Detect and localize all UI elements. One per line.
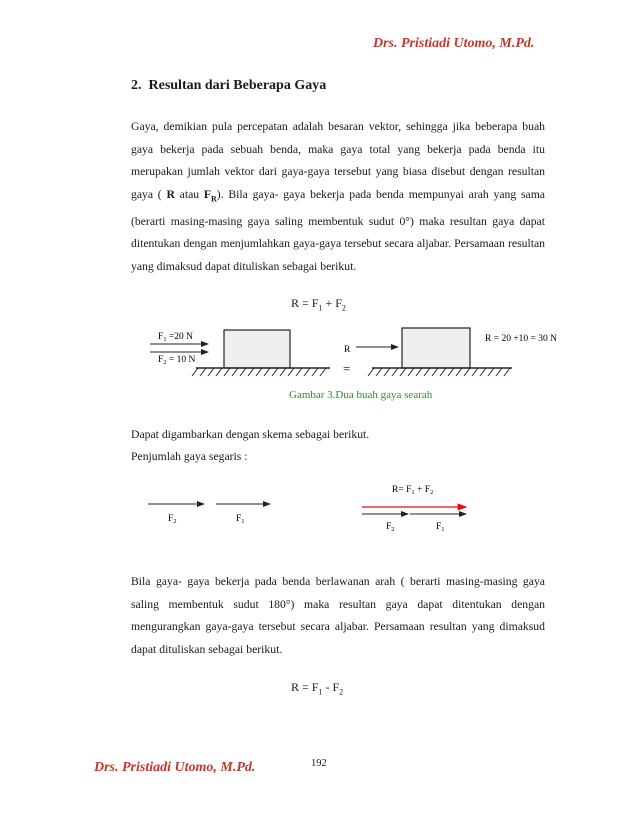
para2-line2: Penjumlah gaya segaris :	[131, 450, 248, 463]
paragraph-intro	[131, 116, 545, 278]
para1-text-a: Gaya, demikian pula percepatan adalah besaran vektor, sehingga jika beberapa buah gaya bekerja pada sebuah benda, maka gaya total yang bekerja pada benda itu merupakan jumlah vektor dari gaya-gaya tersebut yang biasa disebut dengan resultan gaya (	[131, 120, 545, 201]
paragraph-scheme	[131, 424, 369, 468]
right-block	[402, 328, 470, 368]
label-vector-f2b: $F_2$	[386, 522, 395, 533]
footer-author: Drs. Pristiadi Utomo, M.Pd.	[94, 760, 256, 775]
para1-fr-sub: R	[211, 194, 217, 204]
eq1-sub2: 2	[341, 303, 346, 313]
equals-sign: =	[343, 361, 351, 376]
figure-vectors	[140, 478, 480, 548]
para1-r: R	[166, 187, 175, 201]
eq1-mid: + F	[322, 296, 342, 310]
header-author: Drs. Pristiadi Utomo, M.Pd.	[373, 36, 535, 51]
eq2-mid: - F	[322, 680, 340, 694]
label-vector-f2: $F_2$	[168, 514, 177, 525]
label-vector-r: $R= F_1 + F_2$	[392, 485, 434, 496]
left-ground-hatch	[192, 368, 326, 376]
label-r: R	[344, 345, 351, 355]
eq1-lhs: R = F	[291, 296, 319, 310]
para1-atau: atau	[174, 187, 204, 201]
eq1-sub1: 1	[318, 303, 323, 313]
para1-text-b: ). Bila gaya- gaya bekerja pada benda mempunyai arah yang sama (berarti masing-masing gaya saling membentuk sudut 0°) maka resultan gaya dapat ditentukan dengan menjumlahkan gaya-gaya tersebut secara aljabar. Persamaan resultan yang dimaksud dapat dituliskan sebagai berikut.	[131, 187, 545, 273]
label-result: R = 20 +10 = 30 N	[485, 334, 558, 344]
para2-line1: Dapat digambarkan dengan skema sebagai berikut.	[131, 428, 370, 441]
label-f2: $F_2 = 10$ N	[158, 355, 196, 366]
figure-caption: Gambar 3.Dua buah gaya searah	[289, 389, 433, 401]
para1-fr: F	[203, 187, 212, 201]
paragraph-opposite: Bila gaya- gaya bekerja pada benda berlawanan arah ( berarti masing-masing gaya saling membentuk sudut 180°) maka resultan gaya dapat ditentukan dengan mengurangkan gaya-gaya tersebut secara aljabar. Persamaan resultan yang dimaksud dapat dituliskan sebagai berikut.	[131, 575, 545, 656]
section-number: 2.	[131, 78, 142, 93]
page-number: 192	[311, 758, 327, 769]
label-f1: $F_1 =20$ N	[158, 332, 194, 343]
equation-sum	[291, 296, 346, 312]
eq2-sub1: 1	[318, 687, 323, 697]
label-vector-f1b: $F_1$	[436, 522, 445, 533]
left-block	[224, 330, 290, 368]
label-vector-f1: $F_1$	[236, 514, 245, 525]
eq2-lhs: R = F	[291, 680, 319, 694]
eq2-sub2: 2	[339, 687, 344, 697]
right-ground-hatch	[368, 368, 510, 376]
equation-difference	[291, 680, 343, 696]
section-title: Resultan dari Beberapa Gaya	[148, 78, 327, 93]
section-heading	[131, 78, 326, 94]
figure-blocks	[140, 316, 580, 386]
